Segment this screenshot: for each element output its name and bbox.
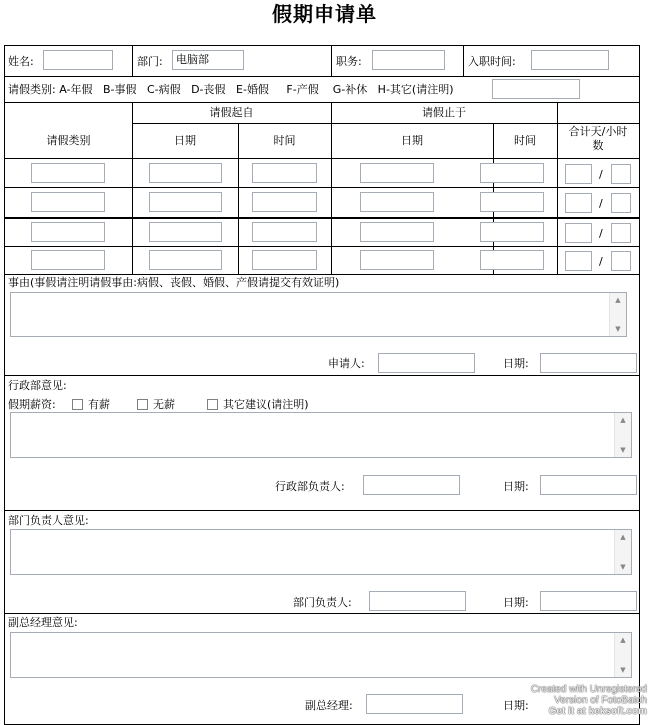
applicant-date-field[interactable] bbox=[540, 353, 637, 373]
from-date-input[interactable] bbox=[149, 163, 222, 183]
total-hours-input[interactable] bbox=[611, 164, 631, 184]
admin-opinion-textarea[interactable] bbox=[10, 412, 632, 458]
to-date-header: 日期 bbox=[401, 134, 423, 147]
admin-signer-label: 行政部负责人: bbox=[275, 480, 345, 493]
from-time-input[interactable] bbox=[252, 163, 317, 183]
watermark-line: Created with Unregistered bbox=[530, 684, 647, 695]
position-label: 职务: bbox=[336, 55, 362, 68]
type-header: 请假类别 bbox=[46, 134, 91, 147]
to-time-input[interactable] bbox=[480, 192, 544, 212]
from-time-input[interactable] bbox=[252, 250, 317, 270]
dept-head-signer-field[interactable] bbox=[369, 591, 466, 611]
scroll-down-icon[interactable]: ▼ bbox=[620, 446, 626, 454]
total-hours-input[interactable] bbox=[611, 223, 631, 243]
leave-type-input[interactable] bbox=[31, 222, 105, 242]
reason-textarea[interactable] bbox=[10, 292, 627, 337]
paid-checkbox[interactable] bbox=[72, 399, 83, 410]
page-title: 假期申请单 bbox=[272, 2, 377, 26]
applicant-field[interactable] bbox=[378, 353, 475, 373]
divider bbox=[331, 46, 332, 76]
other-suggestion-label: 其它建议(请注明) bbox=[223, 398, 309, 411]
total-header-line1: 合计天/小时 bbox=[568, 125, 628, 138]
scroll-up-icon[interactable]: ▲ bbox=[620, 416, 626, 424]
applicant-label: 申请人: bbox=[328, 357, 365, 370]
to-time-input[interactable] bbox=[480, 163, 544, 183]
scroll-up-icon[interactable]: ▲ bbox=[615, 296, 621, 304]
admin-date-label: 日期: bbox=[503, 480, 529, 493]
total-separator: / bbox=[599, 227, 603, 240]
from-time-header: 时间 bbox=[273, 134, 296, 147]
total-header-line2: 数 bbox=[592, 139, 604, 152]
watermark-line: Get it at keksoft.com bbox=[548, 706, 647, 717]
divider bbox=[463, 46, 464, 76]
to-time-input[interactable] bbox=[480, 250, 544, 270]
scroll-up-icon[interactable]: ▲ bbox=[620, 636, 626, 644]
vice-gm-opinion-label: 副总经理意见: bbox=[8, 616, 78, 629]
dept-label: 部门: bbox=[137, 55, 163, 68]
dept-head-opinion-textarea[interactable] bbox=[10, 529, 632, 575]
from-time-input[interactable] bbox=[252, 192, 317, 212]
scrollbar[interactable] bbox=[609, 293, 626, 336]
dept-head-opinion-label: 部门负责人意见: bbox=[8, 514, 89, 527]
divider bbox=[132, 102, 133, 274]
divider bbox=[331, 102, 332, 274]
divider bbox=[5, 76, 639, 77]
scrollbar[interactable] bbox=[614, 633, 631, 677]
total-days-input[interactable] bbox=[565, 223, 592, 243]
from-header: 请假起自 bbox=[209, 106, 254, 119]
divider bbox=[5, 613, 639, 614]
total-separator: / bbox=[599, 168, 603, 181]
total-separator: / bbox=[599, 197, 603, 210]
from-time-input[interactable] bbox=[252, 222, 317, 242]
total-days-input[interactable] bbox=[565, 193, 592, 213]
vice-gm-signer-label: 副总经理: bbox=[305, 699, 353, 712]
divider bbox=[5, 375, 639, 376]
join-date-field[interactable] bbox=[531, 50, 609, 70]
divider bbox=[5, 246, 639, 247]
scrollbar[interactable] bbox=[614, 530, 631, 574]
vice-gm-signer-field[interactable] bbox=[366, 694, 463, 714]
to-date-input[interactable] bbox=[360, 222, 434, 242]
divider bbox=[5, 510, 639, 511]
other-type-field[interactable] bbox=[492, 79, 580, 99]
dept-head-date-label: 日期: bbox=[503, 596, 529, 609]
to-time-header: 时间 bbox=[514, 134, 536, 147]
unpaid-label: 无薪 bbox=[153, 398, 175, 411]
scroll-down-icon[interactable]: ▼ bbox=[620, 563, 626, 571]
to-date-input[interactable] bbox=[360, 163, 434, 183]
position-field[interactable] bbox=[372, 50, 445, 70]
total-header bbox=[557, 125, 639, 153]
from-date-input[interactable] bbox=[149, 192, 222, 212]
divider bbox=[5, 187, 639, 188]
divider bbox=[5, 217, 639, 219]
leave-type-input[interactable] bbox=[31, 250, 105, 270]
total-days-input[interactable] bbox=[565, 164, 592, 184]
total-hours-input[interactable] bbox=[611, 251, 631, 271]
leave-type-input[interactable] bbox=[31, 163, 105, 183]
total-days-input[interactable] bbox=[565, 251, 592, 271]
to-time-input[interactable] bbox=[480, 222, 544, 242]
total-hours-input[interactable] bbox=[611, 193, 631, 213]
watermark bbox=[531, 684, 647, 717]
from-date-input[interactable] bbox=[149, 222, 222, 242]
divider bbox=[132, 123, 639, 124]
vice-gm-opinion-textarea[interactable] bbox=[10, 632, 632, 678]
to-date-input[interactable] bbox=[360, 250, 434, 270]
name-label: 姓名: bbox=[8, 55, 34, 68]
join-date-label: 入职时间: bbox=[468, 55, 516, 68]
from-date-header: 日期 bbox=[174, 134, 196, 147]
divider bbox=[5, 158, 639, 159]
paid-label: 有薪 bbox=[88, 398, 110, 411]
dept-head-signer-label: 部门负责人: bbox=[293, 596, 352, 609]
other-suggestion-checkbox[interactable] bbox=[207, 399, 218, 410]
scroll-down-icon[interactable]: ▼ bbox=[620, 666, 626, 674]
leave-type-input[interactable] bbox=[31, 192, 105, 212]
scroll-up-icon[interactable]: ▲ bbox=[620, 533, 626, 541]
to-header: 请假止于 bbox=[422, 106, 466, 119]
divider bbox=[5, 274, 639, 275]
watermark-line: Version of FotoBatch bbox=[554, 695, 647, 706]
reason-label: 事由(事假请注明请假事由:病假、丧假、婚假、产假请提交有效证明) bbox=[8, 276, 340, 289]
to-date-input[interactable] bbox=[360, 192, 434, 212]
leave-form bbox=[4, 45, 640, 725]
admin-opinion-label: 行政部意见: bbox=[8, 379, 67, 392]
scrollbar[interactable] bbox=[614, 413, 631, 457]
name-field[interactable] bbox=[43, 50, 113, 70]
total-separator: / bbox=[599, 255, 603, 268]
vice-gm-date-label: 日期: bbox=[503, 699, 529, 712]
dept-field[interactable]: 电脑部 bbox=[172, 50, 244, 70]
from-date-input[interactable] bbox=[149, 250, 222, 270]
salary-label: 假期薪资: bbox=[8, 398, 56, 411]
divider bbox=[5, 102, 639, 103]
leave-types-line: 请假类别: A-年假 B-事假 C-病假 D-丧假 E-婚假 F-产假 G-补休 H-其它(请注明) bbox=[8, 83, 454, 96]
divider bbox=[132, 46, 133, 76]
admin-date-field[interactable] bbox=[540, 475, 637, 495]
unpaid-checkbox[interactable] bbox=[137, 399, 148, 410]
dept-head-date-field[interactable] bbox=[540, 591, 637, 611]
scroll-down-icon[interactable]: ▼ bbox=[615, 325, 621, 333]
applicant-date-label: 日期: bbox=[503, 357, 529, 370]
admin-signer-field[interactable] bbox=[363, 475, 460, 495]
